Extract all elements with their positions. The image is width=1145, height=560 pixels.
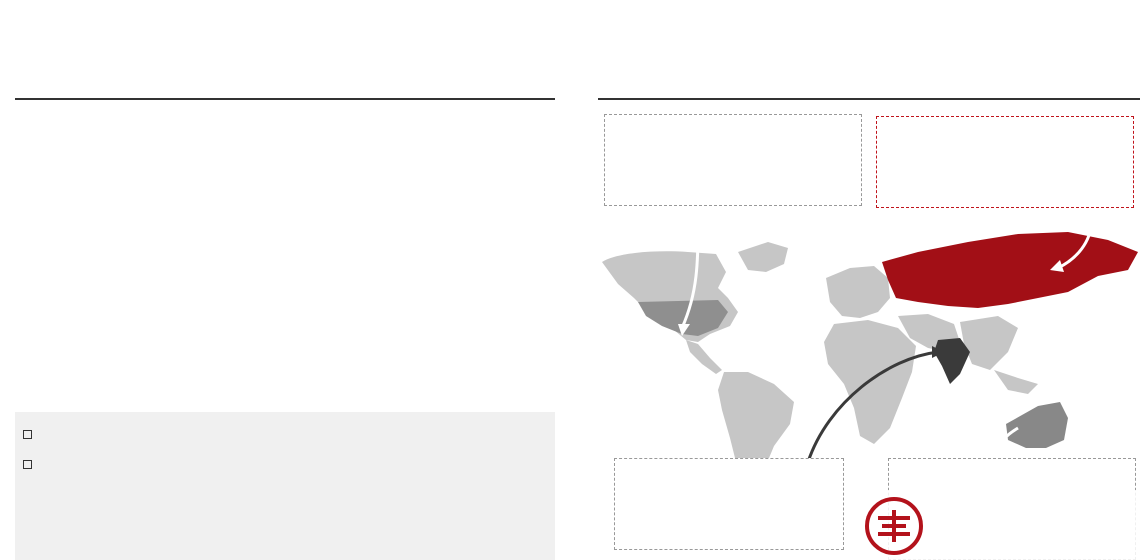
note-2 — [23, 454, 538, 476]
russia-info-box — [876, 116, 1134, 208]
india-info-box — [614, 458, 844, 550]
right-section-divider — [598, 98, 1140, 100]
russia-region — [882, 232, 1138, 308]
note-1 — [23, 424, 538, 446]
bullet-square-icon — [23, 460, 32, 469]
usa-info-box — [604, 114, 862, 206]
notes-box — [15, 412, 555, 560]
india-region — [934, 338, 970, 384]
reserves-chart — [0, 102, 560, 412]
australia-region — [1006, 402, 1068, 448]
logo-emblem-icon — [864, 496, 924, 556]
logo — [860, 490, 1145, 560]
left-section-divider — [15, 98, 555, 100]
bullet-square-icon — [23, 430, 32, 439]
